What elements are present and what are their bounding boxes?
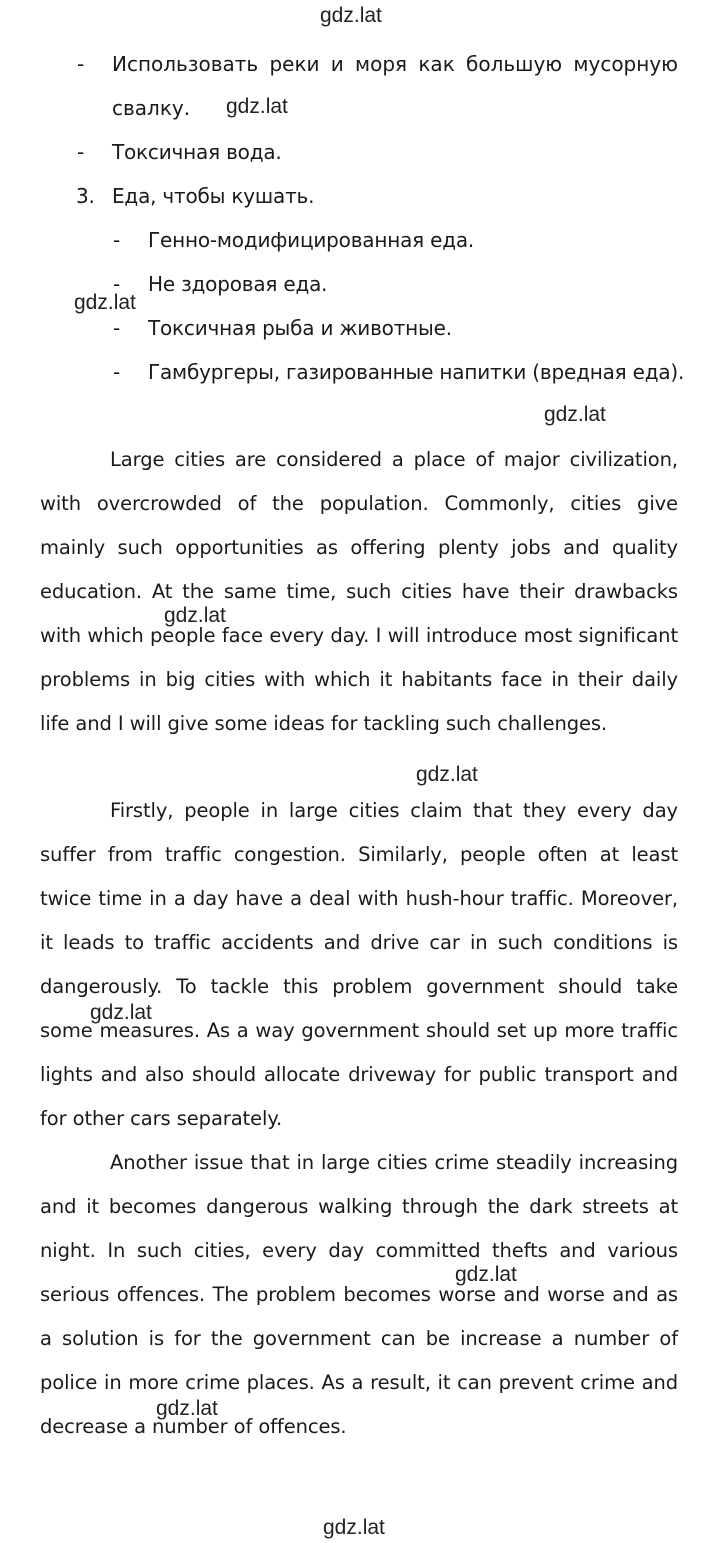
section-title: Еда, чтобы кушать. <box>112 184 315 208</box>
list-item: Генно-модифицированная еда. <box>148 228 475 252</box>
watermark: gdz.lat <box>455 1263 517 1286</box>
paragraph <box>40 1141 678 1449</box>
section-number: 3. <box>76 184 95 208</box>
watermark: gdz.lat <box>156 1397 218 1420</box>
list-dash: - <box>77 140 85 164</box>
watermark: gdz.lat <box>320 4 382 27</box>
watermark: gdz.lat <box>226 95 288 118</box>
list-item: Токсичная рыба и животные. <box>148 316 452 340</box>
watermark: gdz.lat <box>323 1516 385 1539</box>
watermark: gdz.lat <box>416 763 478 786</box>
list-dash: - <box>113 360 121 384</box>
watermark: gdz.lat <box>74 291 136 314</box>
paragraph <box>40 789 678 1141</box>
watermark: gdz.lat <box>164 604 226 627</box>
list-item: Использовать реки и моря как большую мусорную свалку. <box>112 52 678 120</box>
watermark: gdz.lat <box>544 403 606 426</box>
list-item: Гамбургеры, газированные напитки (вредная еда). <box>148 360 685 384</box>
watermark: gdz.lat <box>90 1001 152 1024</box>
list-dash: - <box>113 228 121 252</box>
paragraph-text: Large cities are considered a place of major civilization, with overcrowded of the population. Commonly, cities give mainly such opportunities as offering plenty jobs and quality education. At the same time, such cities have their drawbacks with which people face every day. I will introduce most significant problems in big cities with which it habitants face in their daily life and I will give some ideas for tackling such challenges. <box>40 448 678 735</box>
paragraph-text: Firstly, people in large cities claim that they every day suffer from traffic congestion. Similarly, people often at least twice time in a day have a deal with hush-hour traffic. Moreover, it leads to traffic accidents and drive car in such conditions is dangerously. To tackle this problem government should take some measures. As a way government should set up more traffic lights and also should allocate driveway for public transport and for other cars separately. <box>40 799 678 1130</box>
paragraph-text: Another issue that in large cities crime steadily increasing and it becomes dangerous walking through the dark streets at night. In such cities, every day committed thefts and various serious offences. The problem becomes worse and worse and as a solution is for the government can be increase a number of police in more crime places. As a result, it can prevent crime and decrease a number of offences. <box>40 1151 678 1438</box>
list-item: Не здоровая еда. <box>148 272 328 296</box>
list-dash: - <box>113 272 121 296</box>
list-item: Токсичная вода. <box>112 140 282 164</box>
paragraph <box>40 438 678 746</box>
list-dash: - <box>77 52 85 76</box>
list-dash: - <box>113 316 121 340</box>
